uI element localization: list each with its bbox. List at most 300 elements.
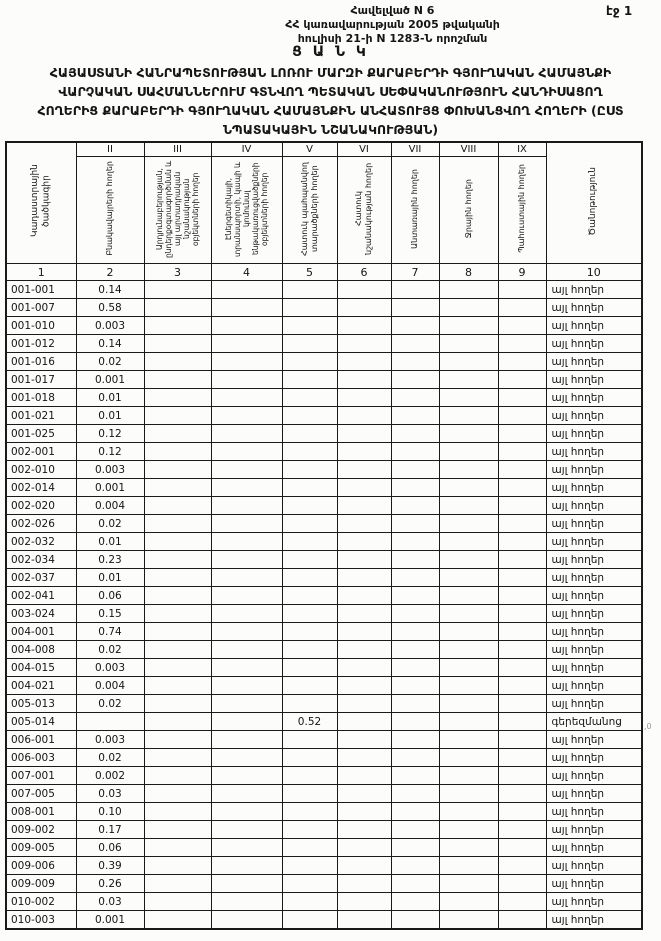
table-row: [6, 353, 642, 371]
area-value-cell: [391, 641, 439, 659]
area-value-cell: [211, 803, 282, 821]
remark-cell: այլ հողեր: [546, 731, 642, 749]
document-title: Ց Ա Ն Կ: [292, 44, 369, 60]
area-value-cell: [76, 713, 144, 731]
remark-cell: այլ հողեր: [546, 461, 642, 479]
area-value-cell: [391, 281, 439, 299]
table-row: [6, 767, 642, 785]
area-value-cell: [211, 767, 282, 785]
table-row: [6, 533, 642, 551]
area-value-cell: 0.003: [76, 461, 144, 479]
remark-cell: այլ հողեր: [546, 605, 642, 623]
header-residential-lands: Բնակավայրերի հողեր: [76, 157, 144, 264]
area-value-cell: [282, 443, 337, 461]
area-value-cell: [498, 695, 546, 713]
area-value-cell: [282, 281, 337, 299]
area-value-cell: [498, 461, 546, 479]
remark-cell: այլ հողեր: [546, 803, 642, 821]
area-value-cell: [439, 749, 498, 767]
col-num-6: 6: [337, 264, 391, 281]
area-value-cell: [391, 875, 439, 893]
area-value-cell: [391, 857, 439, 875]
area-value-cell: [282, 317, 337, 335]
area-value-cell: [211, 749, 282, 767]
area-value-cell: [498, 425, 546, 443]
remark-cell: այլ հողեր: [546, 785, 642, 803]
cadastral-code-cell: 002-034: [6, 551, 76, 569]
area-value-cell: 0.74: [76, 623, 144, 641]
cadastral-code-cell: 009-002: [6, 821, 76, 839]
area-value-cell: [439, 767, 498, 785]
area-value-cell: [337, 281, 391, 299]
area-value-cell: [144, 281, 211, 299]
area-value-cell: [144, 353, 211, 371]
area-value-cell: [144, 749, 211, 767]
area-value-cell: [337, 731, 391, 749]
col-num-4: 4: [211, 264, 282, 281]
area-value-cell: [337, 515, 391, 533]
area-value-cell: [391, 461, 439, 479]
area-value-cell: [391, 767, 439, 785]
remark-cell: այլ հողեր: [546, 857, 642, 875]
area-value-cell: [337, 749, 391, 767]
area-value-cell: 0.15: [76, 605, 144, 623]
area-value-cell: [337, 299, 391, 317]
area-value-cell: [498, 479, 546, 497]
area-value-cell: [144, 641, 211, 659]
area-value-cell: [439, 317, 498, 335]
area-value-cell: 0.03: [76, 785, 144, 803]
area-value-cell: [282, 353, 337, 371]
area-value-cell: [391, 479, 439, 497]
roman-numeral-row: [6, 142, 642, 157]
area-value-cell: [498, 389, 546, 407]
area-value-cell: [144, 785, 211, 803]
area-value-cell: [144, 569, 211, 587]
area-value-cell: [144, 407, 211, 425]
col-num-9: 9: [498, 264, 546, 281]
area-value-cell: [282, 623, 337, 641]
area-value-cell: [337, 425, 391, 443]
table-row: [6, 713, 642, 731]
remark-cell: այլ հողեր: [546, 587, 642, 605]
area-value-cell: [498, 623, 546, 641]
table-row: [6, 317, 642, 335]
area-value-cell: [391, 497, 439, 515]
cadastral-code-cell: 002-001: [6, 443, 76, 461]
area-value-cell: [282, 785, 337, 803]
remark-cell: այլ հողեր: [546, 515, 642, 533]
area-value-cell: [439, 479, 498, 497]
area-value-cell: [498, 443, 546, 461]
area-value-cell: [211, 623, 282, 641]
area-value-cell: [211, 497, 282, 515]
area-value-cell: 0.003: [76, 317, 144, 335]
area-value-cell: 0.39: [76, 857, 144, 875]
area-value-cell: [282, 767, 337, 785]
area-value-cell: [211, 407, 282, 425]
col-num-7: 7: [391, 264, 439, 281]
area-value-cell: [498, 335, 546, 353]
area-value-cell: [439, 911, 498, 930]
remark-cell: այլ հողեր: [546, 299, 642, 317]
area-value-cell: [282, 389, 337, 407]
area-value-cell: [144, 317, 211, 335]
remark-cell: այլ հողեր: [546, 335, 642, 353]
area-value-cell: [144, 659, 211, 677]
area-value-cell: [439, 893, 498, 911]
roman-VI: VI: [337, 142, 391, 157]
area-value-cell: [498, 677, 546, 695]
header-special-purpose-lands: Հատուկ նշանակության հողեր: [337, 157, 391, 264]
area-value-cell: [391, 677, 439, 695]
area-value-cell: [211, 569, 282, 587]
area-value-cell: [282, 407, 337, 425]
area-value-cell: 0.06: [76, 587, 144, 605]
remark-cell: այլ հողեր: [546, 281, 642, 299]
area-value-cell: 0.02: [76, 641, 144, 659]
area-value-cell: [439, 623, 498, 641]
remark-cell: այլ հողեր: [546, 623, 642, 641]
area-value-cell: [144, 515, 211, 533]
area-value-cell: [391, 371, 439, 389]
header-reserve-lands: Պահուստային հողեր: [498, 157, 546, 264]
roman-VII: VII: [391, 142, 439, 157]
area-value-cell: [282, 299, 337, 317]
col-num-2: 2: [76, 264, 144, 281]
area-value-cell: [337, 857, 391, 875]
area-value-cell: [439, 551, 498, 569]
area-value-cell: [337, 335, 391, 353]
cadastral-code-cell: 009-009: [6, 875, 76, 893]
annex-line-2: ՀՀ կառավարության 2005 թվականի: [285, 18, 500, 31]
area-value-cell: [391, 299, 439, 317]
cadastral-code-cell: 002-032: [6, 533, 76, 551]
area-value-cell: [282, 515, 337, 533]
area-value-cell: [282, 335, 337, 353]
area-value-cell: [391, 749, 439, 767]
table-row: [6, 839, 642, 857]
area-value-cell: [337, 695, 391, 713]
area-value-cell: [337, 641, 391, 659]
area-value-cell: [144, 623, 211, 641]
area-value-cell: [211, 461, 282, 479]
cadastral-code-cell: 006-003: [6, 749, 76, 767]
area-value-cell: [391, 605, 439, 623]
area-value-cell: [144, 677, 211, 695]
cadastral-code-cell: 001-018: [6, 389, 76, 407]
subtitle-line: ՀԱՅԱՍՏԱՆԻ ՀԱՆՐԱՊԵՏՈՒԹՅԱՆ ԼՈՌՈՒ ՄԱՐԶԻ ՔԱՐԱԲԵՐԴԻ ԳՅՈՒՂԱԿԱՆ ՀԱՄԱՅՆՔԻ: [49, 65, 612, 80]
table-row: [6, 515, 642, 533]
area-value-cell: [337, 821, 391, 839]
area-value-cell: [211, 299, 282, 317]
area-value-cell: [498, 731, 546, 749]
area-value-cell: [391, 839, 439, 857]
area-value-cell: [439, 875, 498, 893]
col-num-1: 1: [6, 264, 76, 281]
subtitle-line: ՆՊԱՏԱԿԱՅԻՆ ՆՇԱՆԱԿՈՒԹՅԱՆ): [222, 122, 439, 137]
area-value-cell: [498, 857, 546, 875]
area-value-cell: [439, 281, 498, 299]
remark-cell: այլ հողեր: [546, 695, 642, 713]
remark-cell: այլ հողեր: [546, 425, 642, 443]
area-value-cell: [337, 407, 391, 425]
area-value-cell: [144, 371, 211, 389]
area-value-cell: [144, 821, 211, 839]
area-value-cell: [337, 533, 391, 551]
area-value-cell: [498, 515, 546, 533]
cadastral-code-cell: 007-005: [6, 785, 76, 803]
area-value-cell: 0.58: [76, 299, 144, 317]
area-value-cell: [337, 605, 391, 623]
table-row: [6, 749, 642, 767]
area-value-cell: [211, 425, 282, 443]
remark-cell: այլ հողեր: [546, 371, 642, 389]
table-row: [6, 803, 642, 821]
area-value-cell: [211, 857, 282, 875]
remark-cell: գերեզմանոց: [546, 713, 642, 731]
area-value-cell: [211, 731, 282, 749]
area-value-cell: [439, 515, 498, 533]
area-value-cell: [144, 605, 211, 623]
table-row: [6, 335, 642, 353]
remark-cell: այլ հողեր: [546, 839, 642, 857]
area-value-cell: [439, 785, 498, 803]
area-value-cell: [337, 461, 391, 479]
header-forest-lands: Անտառային հողեր: [391, 157, 439, 264]
area-value-cell: [439, 371, 498, 389]
roman-IV: IV: [211, 142, 282, 157]
table-row: [6, 659, 642, 677]
page-number: էջ 1: [606, 4, 633, 18]
table-row: [6, 425, 642, 443]
area-value-cell: 0.001: [76, 371, 144, 389]
area-value-cell: [211, 677, 282, 695]
area-value-cell: [144, 695, 211, 713]
area-value-cell: [211, 389, 282, 407]
area-value-cell: [337, 767, 391, 785]
area-value-cell: [337, 353, 391, 371]
area-value-cell: [211, 875, 282, 893]
area-value-cell: [337, 389, 391, 407]
area-value-cell: 0.17: [76, 821, 144, 839]
area-value-cell: [337, 443, 391, 461]
area-value-cell: 0.10: [76, 803, 144, 821]
area-value-cell: [144, 479, 211, 497]
cadastral-code-cell: 001-007: [6, 299, 76, 317]
table-row: [6, 281, 642, 299]
col-num-8: 8: [439, 264, 498, 281]
area-value-cell: [391, 533, 439, 551]
area-value-cell: 0.01: [76, 533, 144, 551]
area-value-cell: 0.14: [76, 281, 144, 299]
document-subtitle: [18, 63, 643, 139]
area-value-cell: 0.03: [76, 893, 144, 911]
area-value-cell: 0.02: [76, 353, 144, 371]
table-row: [6, 821, 642, 839]
area-value-cell: [498, 659, 546, 677]
area-value-cell: [498, 641, 546, 659]
area-value-cell: [211, 281, 282, 299]
area-value-cell: 0.52: [282, 713, 337, 731]
area-value-cell: [211, 713, 282, 731]
area-value-cell: [282, 587, 337, 605]
cadastral-code-cell: 001-021: [6, 407, 76, 425]
area-value-cell: [391, 893, 439, 911]
remark-cell: այլ հողեր: [546, 677, 642, 695]
area-value-cell: [391, 317, 439, 335]
cadastral-code-cell: 002-010: [6, 461, 76, 479]
remark-cell: այլ հողեր: [546, 875, 642, 893]
header-water-lands: Ջրային հողեր: [439, 157, 498, 264]
column-number-row: [6, 264, 642, 281]
table-row: [6, 677, 642, 695]
area-value-cell: [498, 497, 546, 515]
area-value-cell: [498, 353, 546, 371]
area-value-cell: 0.02: [76, 695, 144, 713]
cadastral-code-cell: 002-026: [6, 515, 76, 533]
cadastral-code-cell: 001-025: [6, 425, 76, 443]
area-value-cell: [439, 497, 498, 515]
area-value-cell: [439, 353, 498, 371]
area-value-cell: [282, 605, 337, 623]
area-value-cell: [144, 551, 211, 569]
area-value-cell: [144, 587, 211, 605]
area-value-cell: [337, 317, 391, 335]
table-row: [6, 407, 642, 425]
area-value-cell: [282, 803, 337, 821]
area-value-cell: [498, 407, 546, 425]
table-row: [6, 587, 642, 605]
annex-reference: [225, 4, 560, 46]
area-value-cell: [391, 587, 439, 605]
area-value-cell: [439, 335, 498, 353]
remark-cell: այլ հողեր: [546, 749, 642, 767]
cadastral-code-cell: 001-016: [6, 353, 76, 371]
area-value-cell: [211, 659, 282, 677]
area-value-cell: [391, 389, 439, 407]
area-value-cell: [439, 461, 498, 479]
area-value-cell: 0.26: [76, 875, 144, 893]
area-value-cell: [211, 515, 282, 533]
area-value-cell: [498, 569, 546, 587]
header-remarks: [546, 142, 642, 264]
area-value-cell: [391, 425, 439, 443]
remark-cell: այլ հողեր: [546, 893, 642, 911]
area-value-cell: [282, 497, 337, 515]
area-value-cell: [282, 893, 337, 911]
area-value-cell: [439, 569, 498, 587]
area-value-cell: [211, 911, 282, 930]
area-value-cell: [439, 659, 498, 677]
area-value-cell: 0.12: [76, 443, 144, 461]
area-value-cell: [337, 623, 391, 641]
area-value-cell: [144, 425, 211, 443]
area-value-cell: [211, 695, 282, 713]
table-row: [6, 443, 642, 461]
area-value-cell: [144, 533, 211, 551]
area-value-cell: [498, 371, 546, 389]
col-num-3: 3: [144, 264, 211, 281]
roman-V: V: [282, 142, 337, 157]
roman-VIII: VIII: [439, 142, 498, 157]
area-value-cell: [211, 479, 282, 497]
cadastral-code-cell: 002-041: [6, 587, 76, 605]
area-value-cell: [144, 839, 211, 857]
table-row: [6, 785, 642, 803]
area-value-cell: 0.14: [76, 335, 144, 353]
area-value-cell: 0.003: [76, 731, 144, 749]
area-value-cell: [282, 641, 337, 659]
area-value-cell: [498, 713, 546, 731]
area-value-cell: [391, 803, 439, 821]
area-value-cell: 0.001: [76, 911, 144, 930]
area-value-cell: [282, 821, 337, 839]
remark-cell: այլ հողեր: [546, 317, 642, 335]
area-value-cell: [282, 569, 337, 587]
area-value-cell: [337, 803, 391, 821]
area-value-cell: [337, 875, 391, 893]
remark-cell: այլ հողեր: [546, 569, 642, 587]
area-value-cell: [391, 623, 439, 641]
area-value-cell: [144, 893, 211, 911]
roman-IX: IX: [498, 142, 546, 157]
area-value-cell: [391, 407, 439, 425]
area-value-cell: [144, 461, 211, 479]
area-value-cell: [337, 479, 391, 497]
area-value-cell: [498, 821, 546, 839]
area-value-cell: [391, 731, 439, 749]
area-value-cell: [282, 857, 337, 875]
area-value-cell: [144, 443, 211, 461]
area-value-cell: 0.001: [76, 479, 144, 497]
area-value-cell: [211, 371, 282, 389]
area-value-cell: [144, 299, 211, 317]
area-value-cell: [211, 821, 282, 839]
remark-cell: այլ հողեր: [546, 407, 642, 425]
table-row: [6, 857, 642, 875]
area-value-cell: [498, 893, 546, 911]
area-value-cell: [282, 875, 337, 893]
area-value-cell: [211, 551, 282, 569]
area-value-cell: 0.01: [76, 407, 144, 425]
cadastral-code-cell: 004-021: [6, 677, 76, 695]
area-value-cell: [282, 461, 337, 479]
area-value-cell: [282, 911, 337, 930]
remark-cell: այլ հողեր: [546, 551, 642, 569]
cadastral-code-cell: 009-005: [6, 839, 76, 857]
area-value-cell: [498, 911, 546, 930]
area-value-cell: [337, 497, 391, 515]
header-cadastral-code: [6, 142, 76, 264]
table-row: [6, 299, 642, 317]
area-value-cell: [211, 317, 282, 335]
area-value-cell: [144, 731, 211, 749]
table-row: [6, 569, 642, 587]
cadastral-code-cell: 001-012: [6, 335, 76, 353]
remark-cell: այլ հողեր: [546, 821, 642, 839]
area-value-cell: [282, 839, 337, 857]
area-value-cell: [211, 839, 282, 857]
table-row: [6, 551, 642, 569]
area-value-cell: [211, 605, 282, 623]
area-value-cell: 0.23: [76, 551, 144, 569]
cadastral-code-cell: 002-037: [6, 569, 76, 587]
area-value-cell: [144, 803, 211, 821]
table-row: [6, 695, 642, 713]
area-value-cell: [282, 749, 337, 767]
area-value-cell: [282, 677, 337, 695]
